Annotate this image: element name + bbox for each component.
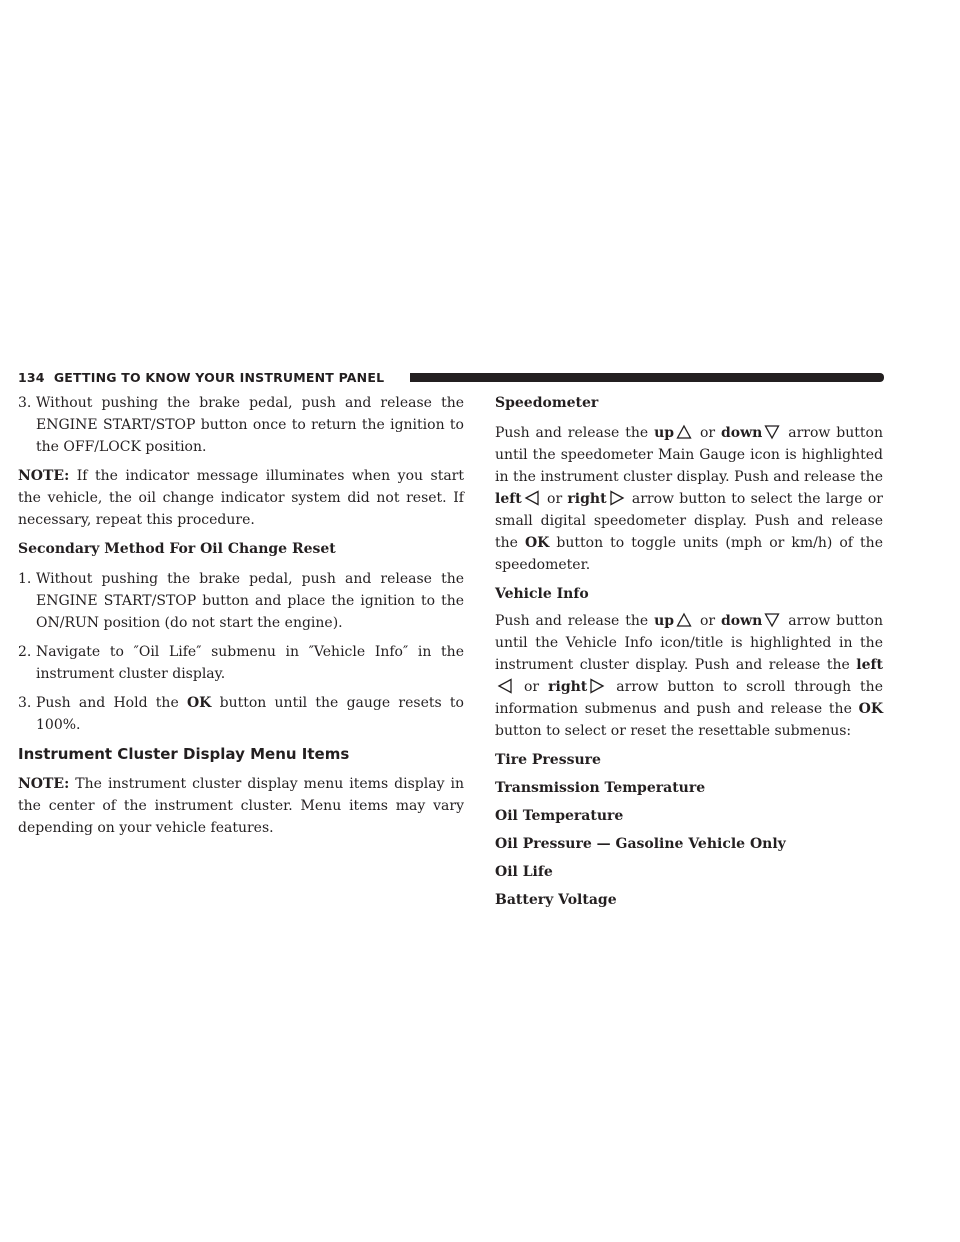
- down-label: down: [720, 425, 763, 441]
- ok-label: OK: [186, 695, 212, 711]
- list-number: 3.: [18, 695, 32, 711]
- submenu-item: Oil Temperature: [495, 808, 624, 824]
- note-paragraph: [18, 465, 464, 531]
- page-header: [18, 370, 884, 386]
- list-number: 3.: [18, 395, 32, 411]
- right-arrow-icon: [589, 678, 605, 694]
- submenu-item: Tire Pressure: [495, 752, 601, 768]
- list-number: 1.: [18, 571, 32, 587]
- vehicle-info-paragraph: [495, 610, 883, 742]
- speedometer-heading: Speedometer: [495, 395, 599, 411]
- left-column: [18, 392, 464, 846]
- up-label: up: [654, 425, 675, 441]
- text-run: button to toggle units (mph or km/h) of the speedometer.: [495, 535, 883, 573]
- up-arrow-icon: [676, 612, 692, 628]
- list-text-part: Push and Hold the: [36, 695, 187, 711]
- speedometer-paragraph: [495, 422, 883, 576]
- left-arrow-icon: [524, 490, 540, 506]
- note-label: NOTE:: [18, 468, 70, 484]
- left-label: left: [495, 491, 522, 507]
- list-item: [18, 692, 464, 736]
- list-item: [18, 392, 464, 458]
- submenu-item: Oil Pressure — Gasoline Vehicle Only: [495, 836, 786, 852]
- left-label: left: [856, 657, 883, 673]
- list-text: Without pushing the brake pedal, push and release the ENGINE START/STOP button once to return the ignition to the OFF/LOCK position.: [36, 395, 464, 455]
- text-run: arrow button to select the large or small digital speedometer display. Push and release the: [495, 491, 883, 551]
- text-run: or: [694, 613, 721, 629]
- down-label: down: [720, 613, 763, 629]
- text-run: or: [694, 425, 721, 441]
- submenu-item: Oil Life: [495, 864, 553, 880]
- text-run: Push and release the: [495, 425, 655, 441]
- right-arrow-icon: [609, 490, 625, 506]
- note-paragraph: [18, 773, 464, 839]
- list-item: [18, 641, 464, 685]
- list-text: Without pushing the brake pedal, push and release the ENGINE START/STOP button and place the ignition to the ON/RUN position (do not start the engine).: [36, 571, 464, 631]
- header-label: [18, 370, 384, 386]
- note-text: If the indicator message illuminates when you start the vehicle, the oil change indicator system did not reset. If necessary, repeat this procedure.: [18, 468, 464, 528]
- left-arrow-icon: [497, 678, 513, 694]
- list-text-part: button until the gauge resets to 100%.: [36, 695, 464, 733]
- text-run: arrow button to scroll through the information submenus and push and release the: [495, 679, 883, 717]
- text-run: or: [541, 491, 568, 507]
- ok-label: OK: [858, 701, 883, 717]
- submenu-item: Transmission Temperature: [495, 780, 706, 796]
- submenu-list: [495, 749, 883, 911]
- text-run: button to select or reset the resettable submenus:: [495, 723, 852, 739]
- page-number: 134: [18, 370, 45, 385]
- list-text: [36, 692, 464, 736]
- vehicle-info-heading: Vehicle Info: [495, 586, 589, 602]
- down-arrow-icon: [764, 612, 780, 628]
- right-label: right: [567, 491, 607, 507]
- right-label: right: [548, 679, 588, 695]
- list-text: Navigate to ″Oil Life″ submenu in ″Vehicle Info″ in the instrument cluster display.: [36, 644, 464, 682]
- submenu-item: Battery Voltage: [495, 892, 617, 908]
- list-item: [18, 568, 464, 634]
- ok-label: OK: [524, 535, 550, 551]
- secondary-method-heading: Secondary Method For Oil Change Reset: [18, 541, 336, 557]
- header-rule: [410, 373, 884, 382]
- text-run: arrow button until the speedometer Main Gauge icon is highlighted in the instrument cluster display. Push and release the: [495, 425, 883, 485]
- text-run: Push and release the: [495, 613, 655, 629]
- up-label: up: [654, 613, 675, 629]
- cluster-menu-heading: Instrument Cluster Display Menu Items: [18, 745, 350, 763]
- text-run: or: [515, 679, 549, 695]
- text-run: arrow button until the Vehicle Info icon/title is highlighted in the instrument cluster display. Push and release the: [495, 613, 883, 673]
- down-arrow-icon: [764, 424, 780, 440]
- note-text: The instrument cluster display menu items display in the center of the instrument cluster. Menu items may vary depending on your vehicle features.: [18, 776, 464, 836]
- note-label: NOTE:: [18, 776, 70, 792]
- right-column: [495, 392, 883, 917]
- section-title: GETTING TO KNOW YOUR INSTRUMENT PANEL: [53, 370, 385, 385]
- up-arrow-icon: [676, 424, 692, 440]
- list-number: 2.: [18, 644, 32, 660]
